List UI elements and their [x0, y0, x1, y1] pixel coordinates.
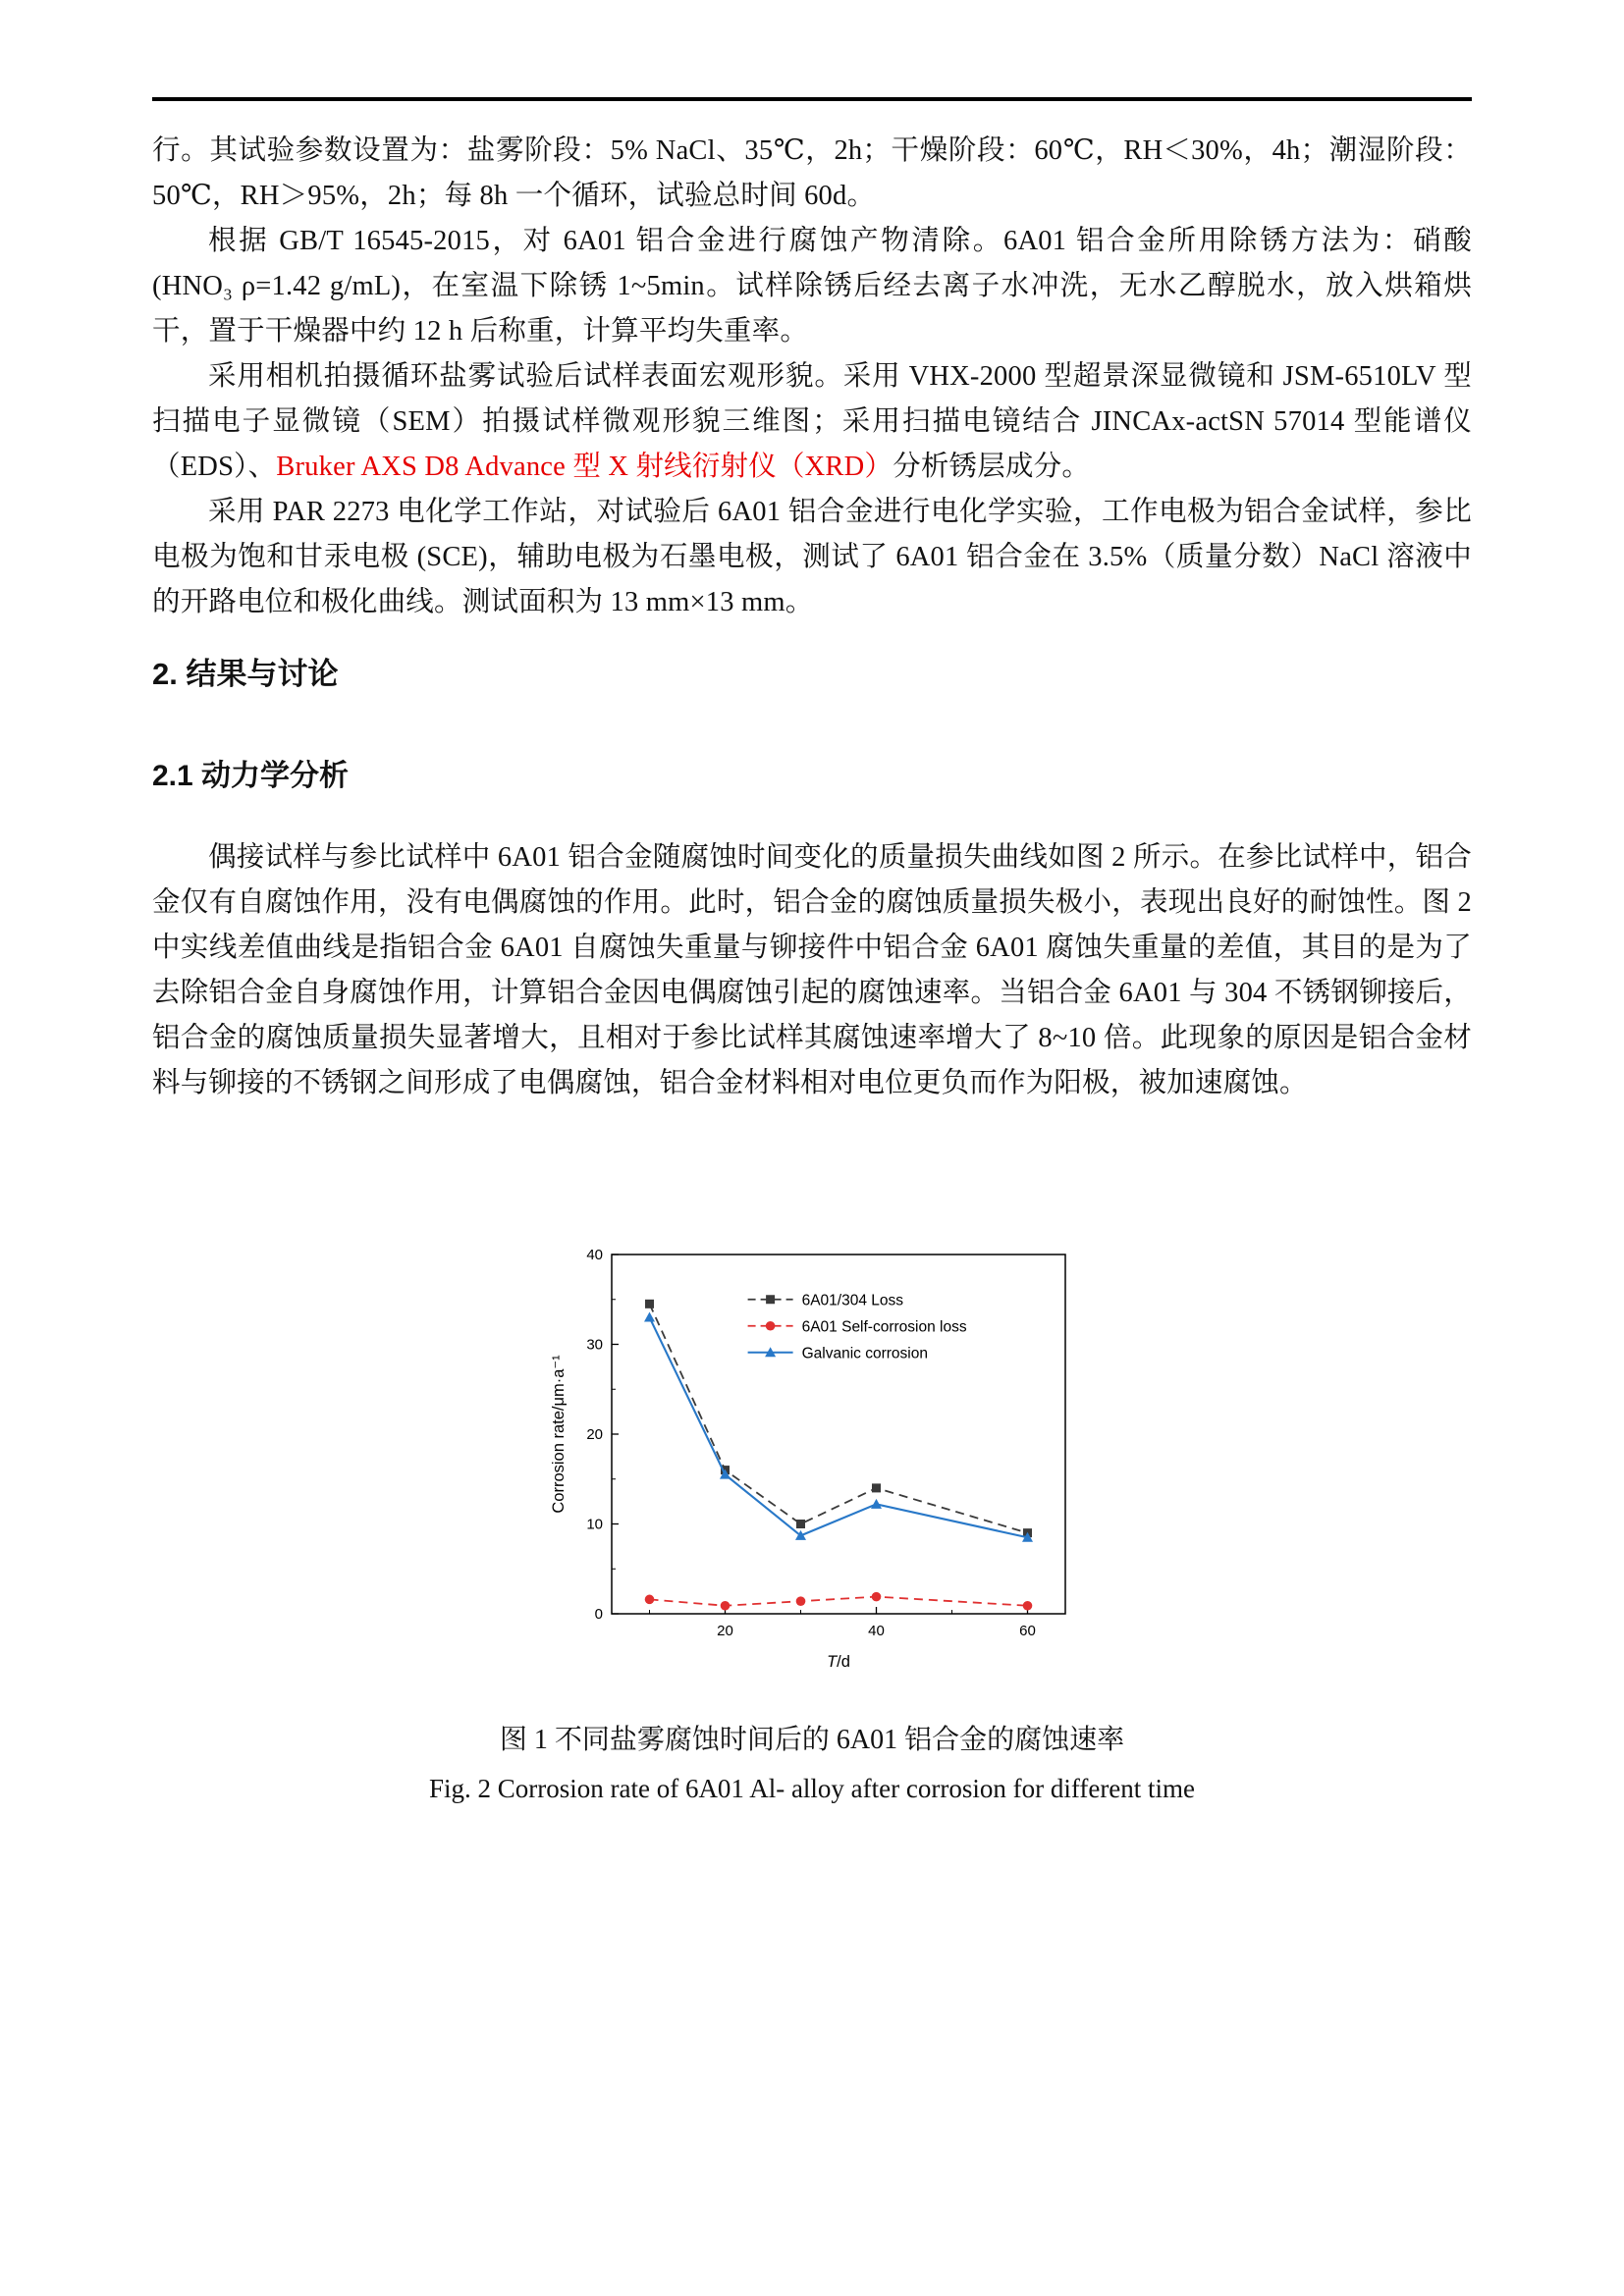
paragraph-text: 采用 PAR 2273 电化学工作站，对试验后 6A01 铝合金进行电化学实验，工作电极为铝合金试样，参比电极为饱和甘汞电极 (SCE)，辅助电极为石墨电极，测试了 6A01 铝合金在 3.5%（质量分数）NaCl 溶液中的开路电位和极化曲线。测试面积为 13 mm×13 mm。 [152, 497, 1472, 617]
svg-text:10: 10 [586, 1516, 603, 1533]
y-axis-label: Corrosion rate/μm·a⁻¹ [550, 1355, 568, 1514]
figure-caption-en: Fig. 2 Corrosion rate of 6A01 Al- alloy after corrosion for different time [428, 1774, 1196, 1803]
svg-text:30: 30 [586, 1336, 603, 1354]
paragraph-test-parameters [152, 129, 1472, 219]
highlighted-instrument-text: Bruker AXS D8 Advance 型 X 射线衍射仪（XRD） [276, 452, 893, 482]
paragraph-text: 分析锈层成分。 [893, 452, 1091, 482]
y-axis [586, 1247, 619, 1623]
svg-text:60: 60 [1019, 1623, 1036, 1639]
x-axis-label: T/d [827, 1653, 850, 1671]
svg-text:40: 40 [586, 1247, 603, 1263]
paragraph-text: 根据 GB/T 16545-2015，对 6A01 铝合金进行腐蚀产物清除。6A01 铝合金所用除锈方法为：硝酸 (HNO₃ ρ=1.42 g/mL)，在室温下除锈 1~5min。试样除锈后经去离子水冲洗，无水乙醇脱水，放入烘箱烘干，置于干燥器中约 12 h 后称重，计算平均失重率。 [152, 226, 1472, 347]
paragraph-morphology-methods [152, 354, 1472, 490]
corrosion-chart-container [547, 1239, 1077, 1687]
figure-caption-zh: 图 1 不同盐雾腐蚀时间后的 6A01 铝合金的腐蚀速率 [499, 1725, 1125, 1755]
paragraph-text: 采用相机拍摄循环盐雾试验后试样表面宏观形貌。采用 VHX-2000 型超景深显微镜和 JSM-6510LV 型扫描电子显微镜（SEM）拍摄试样微观形貌三维图；采用扫描电镜结合 JINCAx-actSN 57014 型能谱仪（EDS）、 [152, 361, 1472, 482]
x-axis [650, 1607, 1036, 1639]
legend-label-0: 6A01/304 Loss [801, 1292, 904, 1309]
corrosion-rate-line-chart [547, 1239, 1077, 1682]
paragraph-text: 行。其试验参数设置为：盐雾阶段：5% NaCl、35℃，2h；干燥阶段：60℃，RH＜30%，4h；潮湿阶段：50℃，RH＞95%，2h；每 8h 一个循环，试验总时间 60d。 [152, 135, 1472, 211]
svg-text:0: 0 [594, 1606, 603, 1623]
header-rule [152, 97, 1472, 101]
figure-corrosion-chart [547, 1239, 1077, 1687]
paragraph-kinetics-discussion [152, 835, 1472, 1106]
section-heading-results: 2. 结果与讨论 [152, 657, 339, 691]
legend-label-2: Galvanic corrosion [801, 1345, 928, 1362]
series-1 [645, 1592, 1033, 1611]
svg-text:40: 40 [868, 1623, 885, 1639]
paragraph-rust-removal [152, 219, 1472, 354]
chart-legend [748, 1292, 967, 1362]
svg-text:20: 20 [717, 1623, 733, 1639]
subsection-heading-kinetics: 2.1 动力学分析 [152, 760, 350, 792]
paragraph-electrochemistry [152, 490, 1472, 625]
svg-text:20: 20 [586, 1426, 603, 1443]
page-content [0, 97, 1624, 1807]
legend-label-1: 6A01 Self-corrosion loss [801, 1318, 967, 1336]
paragraph-text: 偶接试样与参比试样中 6A01 铝合金随腐蚀时间变化的质量损失曲线如图 2 所示。在参比试样中，铝合金仅有自腐蚀作用，没有电偶腐蚀的作用。此时，铝合金的腐蚀质量损失极小，表现出良好的耐蚀性。图 2 中实线差值曲线是指铝合金 6A01 自腐蚀失重量与铆接件中铝合金 6A01 腐蚀失重量的差值，其目的是为了去除铝合金自身腐蚀作用，计算铝合金因电偶腐蚀引起的腐蚀速率。当铝合金 6A01 与 304 不锈钢铆接后，铝合金的腐蚀质量损失显著增大，且相对于参比试样其腐蚀速率增大了 8~10 倍。此现象的原因是铝合金材料与铆接的不锈钢之间形成了电偶腐蚀，铝合金材料相对电位更负而作为阳极，被加速腐蚀。 [152, 842, 1472, 1098]
